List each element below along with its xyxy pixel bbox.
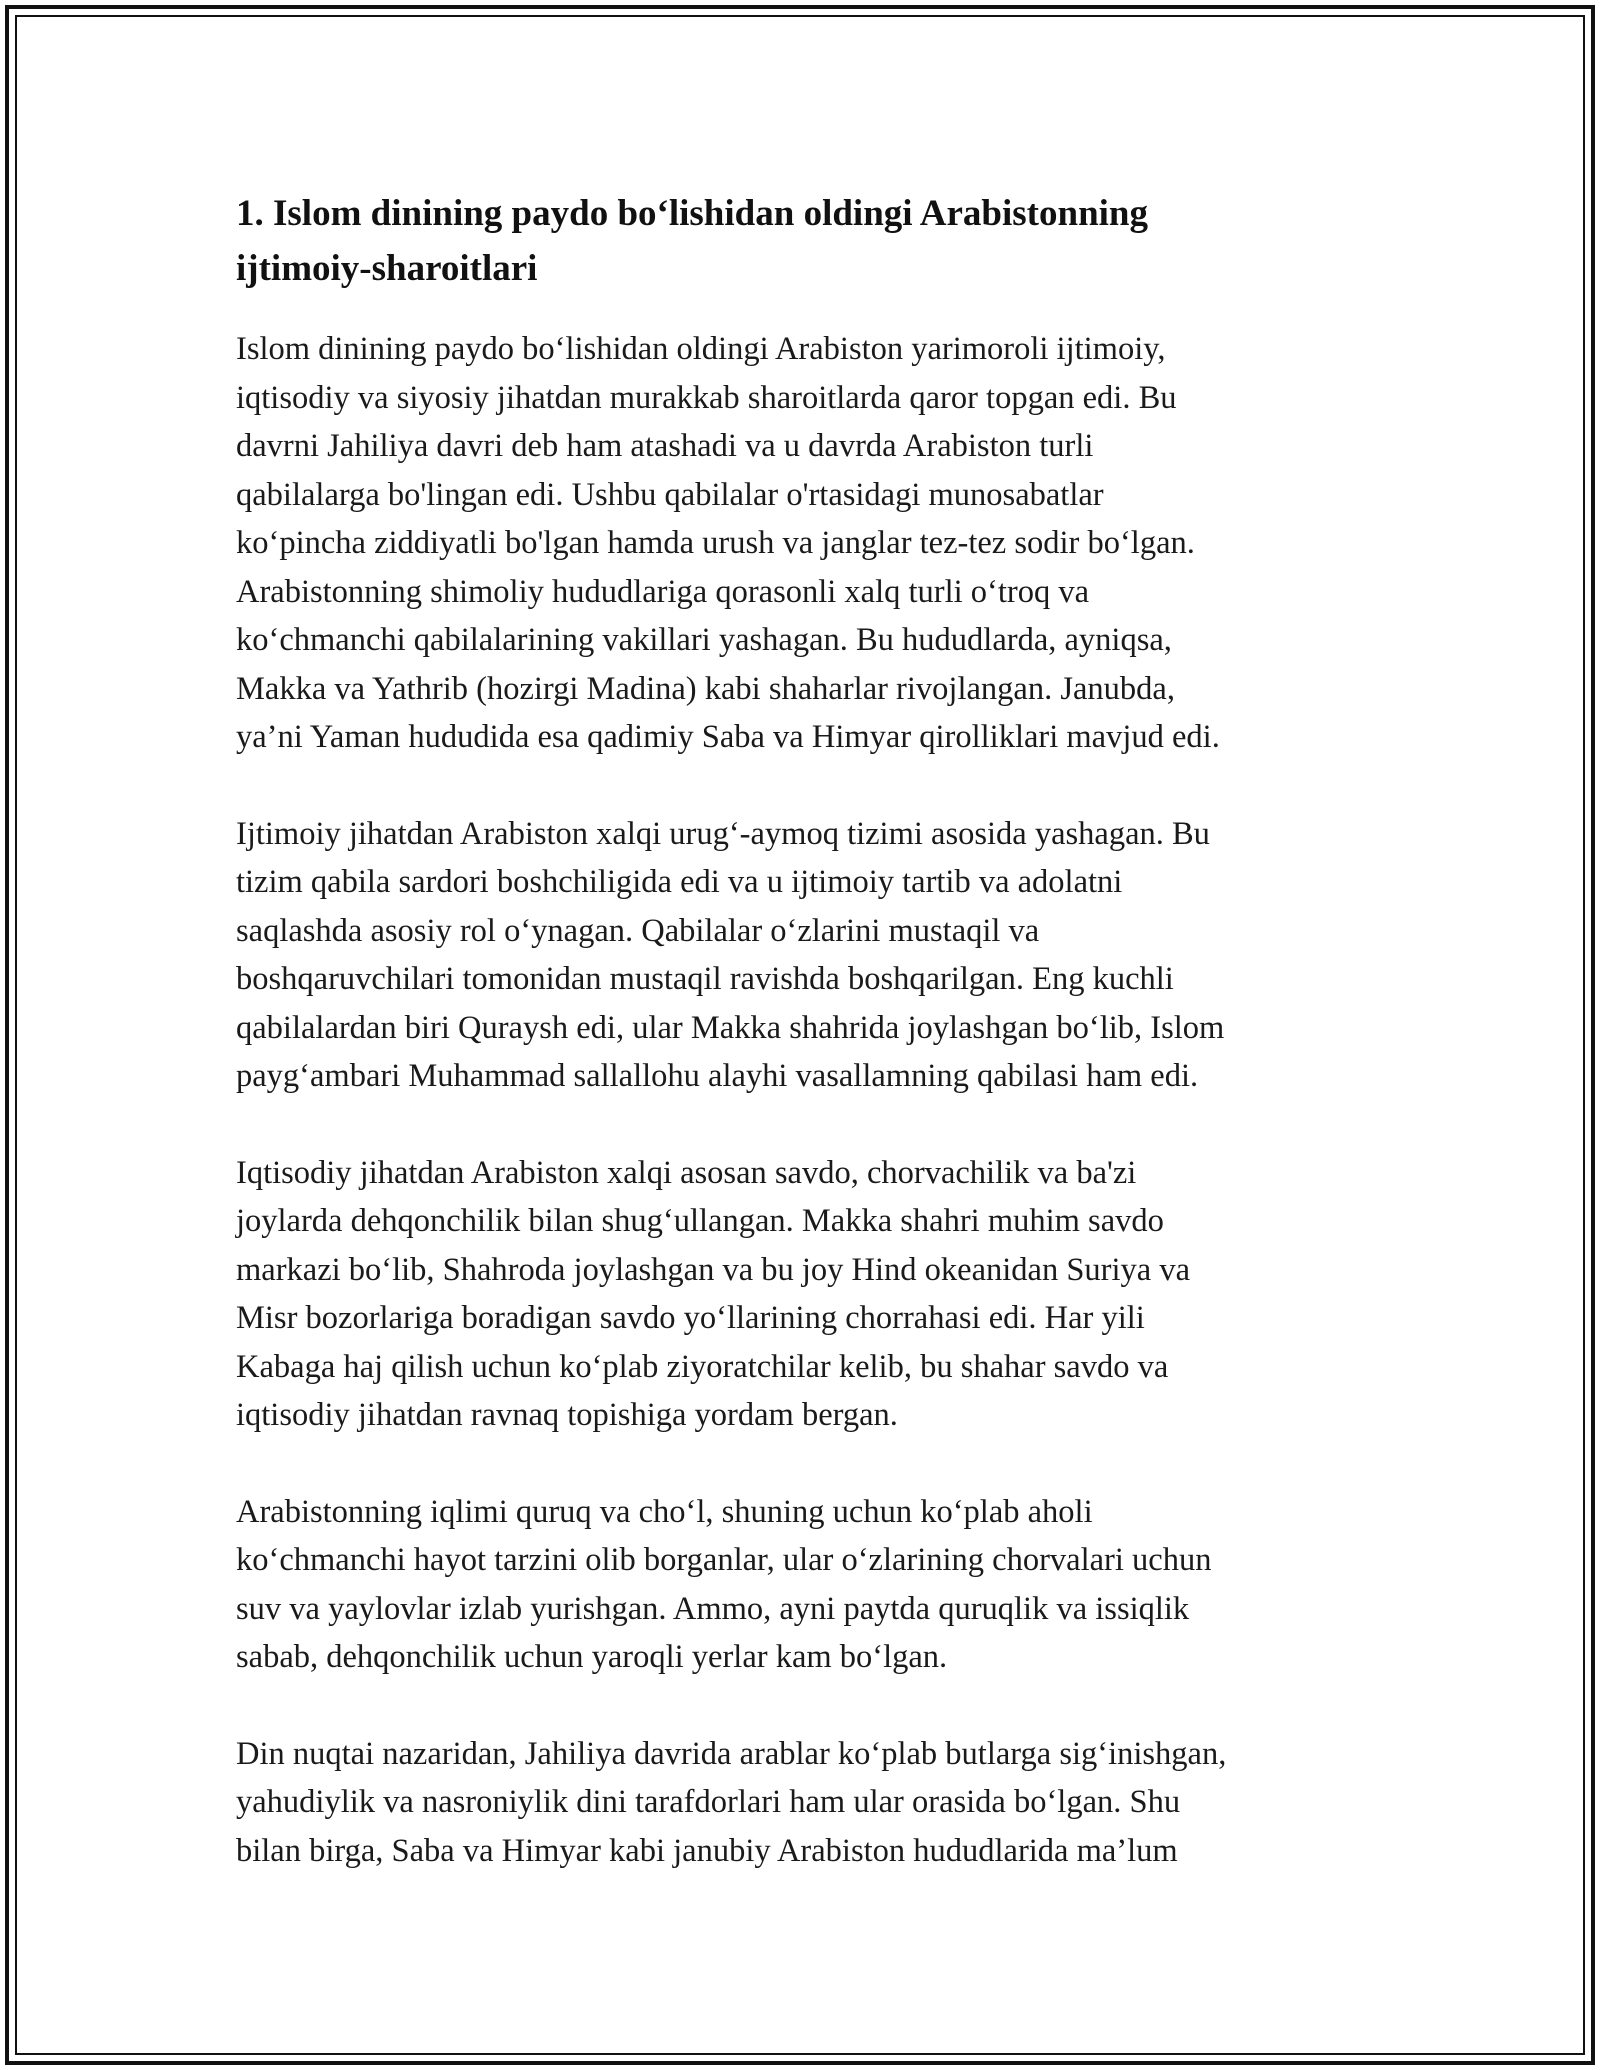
text-line: davrni Jahiliya davri deb ham atashadi va u davrda Arabiston turli (236, 428, 1094, 464)
heading-line: 1. Islom dinining paydo bo‘lishidan oldingi Arabistonning (236, 193, 1149, 234)
text-line: Iqtisodiy jihatdan Arabiston xalqi asosan savdo, chorvachilik va ba'zi (236, 1154, 1137, 1191)
text-line: tizim qabila sardori boshchiligida edi va u ijtimoiy tartib va adolatni (236, 864, 1123, 900)
text-line: payg‘ambari Muhammad sallallohu alayhi vasallamning qabilasi ham edi. (236, 1058, 1199, 1094)
text-line: yahudiylik va nasroniylik dini tarafdorlari ham ular orasida bo‘lgan. Shu (236, 1784, 1181, 1820)
text-line: Kabaga haj qilish uchun ko‘plab ziyoratchilar kelib, bu shahar savdo va (236, 1348, 1169, 1385)
text-line: iqtisodiy va siyosiy jihatdan murakkab sharoitlarda qaror topgan edi. Bu (236, 379, 1177, 416)
text-line: iqtisodiy jihatdan ravnaq topishiga yordam bergan. (236, 1397, 898, 1433)
text-line: saqlashda asosiy rol o‘ynagan. Qabilalar o‘zlarini mustaqil va (236, 912, 1040, 949)
text-line: sabab, dehqonchilik uchun yaroqli yerlar kam bo‘lgan. (236, 1639, 948, 1675)
text-line: Makka va Yathrib (hozirgi Madina) kabi shaharlar rivojlangan. Janubda, (236, 670, 1175, 707)
paragraph-1 (236, 325, 1366, 762)
paragraph-5 (236, 1730, 1366, 1876)
section-heading (236, 186, 1366, 296)
text-line: suv va yaylovlar izlab yurishgan. Ammo, ayni paytda quruqlik va issiqlik (236, 1590, 1190, 1627)
text-line: Ijtimoiy jihatdan Arabiston xalqi urug‘-aymoq tizimi asosida yashagan. Bu (236, 815, 1210, 852)
paragraph-2 (236, 810, 1366, 1101)
text-line: qabilalarga bo'lingan edi. Ushbu qabilalar o'rtasidagi munosabatlar (236, 476, 1104, 513)
paragraph-4 (236, 1488, 1366, 1682)
text-line: ko‘pincha ziddiyatli bo'lgan hamda urush va janglar tez-tez sodir bo‘lgan. (236, 525, 1195, 561)
text-line: markazi bo‘lib, Shahroda joylashgan va bu joy Hind okeanidan Suriya va (236, 1251, 1191, 1288)
text-line: Arabistonning shimoliy hududlariga qorasonli xalq turli o‘troq va (236, 573, 1089, 610)
text-line: bilan birga, Saba va Himyar kabi janubiy Arabiston hududlarida ma’lum (236, 1832, 1178, 1869)
text-line: qabilalardan biri Quraysh edi, ular Makka shahrida joylashgan bo‘lib, Islom (236, 1009, 1225, 1046)
text-line: joylarda dehqonchilik bilan shug‘ullangan. Makka shahri muhim savdo (236, 1203, 1164, 1239)
text-line: boshqaruvchilari tomonidan mustaqil ravishda boshqarilgan. Eng kuchli (236, 961, 1174, 997)
document-page (236, 186, 1366, 1923)
text-line: Misr bozorlariga boradigan savdo yo‘llarining chorrahasi edi. Har yili (236, 1300, 1145, 1336)
paragraph-3 (236, 1149, 1366, 1440)
heading-line: ijtimoiy-sharoitlari (236, 248, 538, 289)
text-line: Arabistonning iqlimi quruq va cho‘l, shuning uchun ko‘plab aholi (236, 1493, 1093, 1530)
text-line: Din nuqtai nazaridan, Jahiliya davrida arablar ko‘plab butlarga sig‘inishgan, (236, 1735, 1227, 1772)
text-line: Islom dinining paydo bo‘lishidan oldingi Arabiston yarimoroli ijtimoiy, (236, 331, 1166, 367)
text-line: ko‘chmanchi qabilalarining vakillari yashagan. Bu hududlarda, ayniqsa, (236, 622, 1172, 658)
text-line: ko‘chmanchi hayot tarzini olib borganlar, ular o‘zlarining chorvalari uchun (236, 1542, 1212, 1578)
text-line: ya’ni Yaman hududida esa qadimiy Saba va Himyar qirolliklari mavjud edi. (236, 719, 1220, 755)
